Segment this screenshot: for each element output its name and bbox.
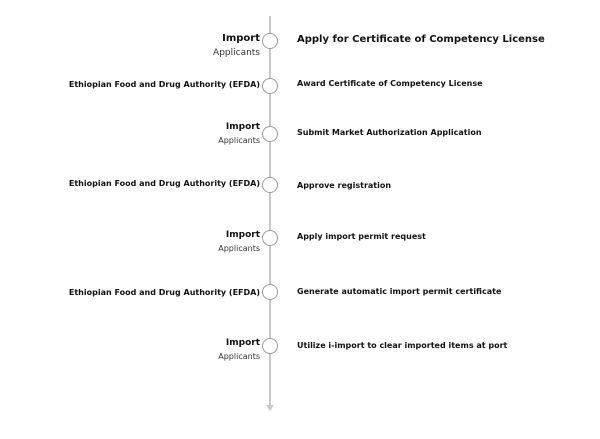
step-7-actor [218, 337, 260, 363]
step-5-actor-line1: Import [225, 230, 260, 240]
step-1-node [262, 33, 278, 49]
step-1-actor-line2: Applicants [213, 48, 260, 58]
step-6-actor [69, 287, 260, 299]
step-4-action: Approve registration [297, 181, 392, 190]
step-3-actor [218, 121, 260, 147]
step-2-actor [69, 79, 260, 91]
step-3-action: Submit Market Authorization Application [297, 128, 482, 137]
step-5-node [262, 230, 278, 246]
step-6-node [262, 284, 278, 300]
timeline-arrowhead [266, 405, 274, 411]
step-2-node [262, 78, 278, 94]
step-3-actor-line1: Import [225, 122, 260, 132]
step-7-action: Utilize i-import to clear imported items at port [297, 341, 508, 350]
step-5-actor-line2: Applicants [218, 244, 260, 253]
step-7-actor-line2: Applicants [218, 352, 260, 361]
step-1-actor [213, 33, 260, 59]
step-5-action: Apply import permit request [297, 232, 426, 241]
step-3-actor-line2: Applicants [218, 136, 260, 145]
step-4-actor-line1: Ethiopian Food and Drug Authority (EFDA) [68, 179, 260, 188]
step-4-node [262, 177, 278, 193]
step-3-node [262, 126, 278, 142]
step-6-actor-line1: Ethiopian Food and Drug Authority (EFDA) [68, 288, 260, 297]
step-7-actor-line1: Import [225, 338, 260, 348]
step-7-node [262, 338, 278, 354]
step-2-action: Award Certificate of Competency License [297, 79, 483, 88]
step-2-actor-line1: Ethiopian Food and Drug Authority (EFDA) [68, 80, 260, 89]
step-4-actor [69, 178, 260, 190]
step-6-action: Generate automatic import permit certificate [297, 287, 502, 296]
step-5-actor [218, 229, 260, 255]
step-1-actor-line1: Import [222, 33, 260, 44]
step-1-action: Apply for Certificate of Competency License [297, 34, 545, 45]
